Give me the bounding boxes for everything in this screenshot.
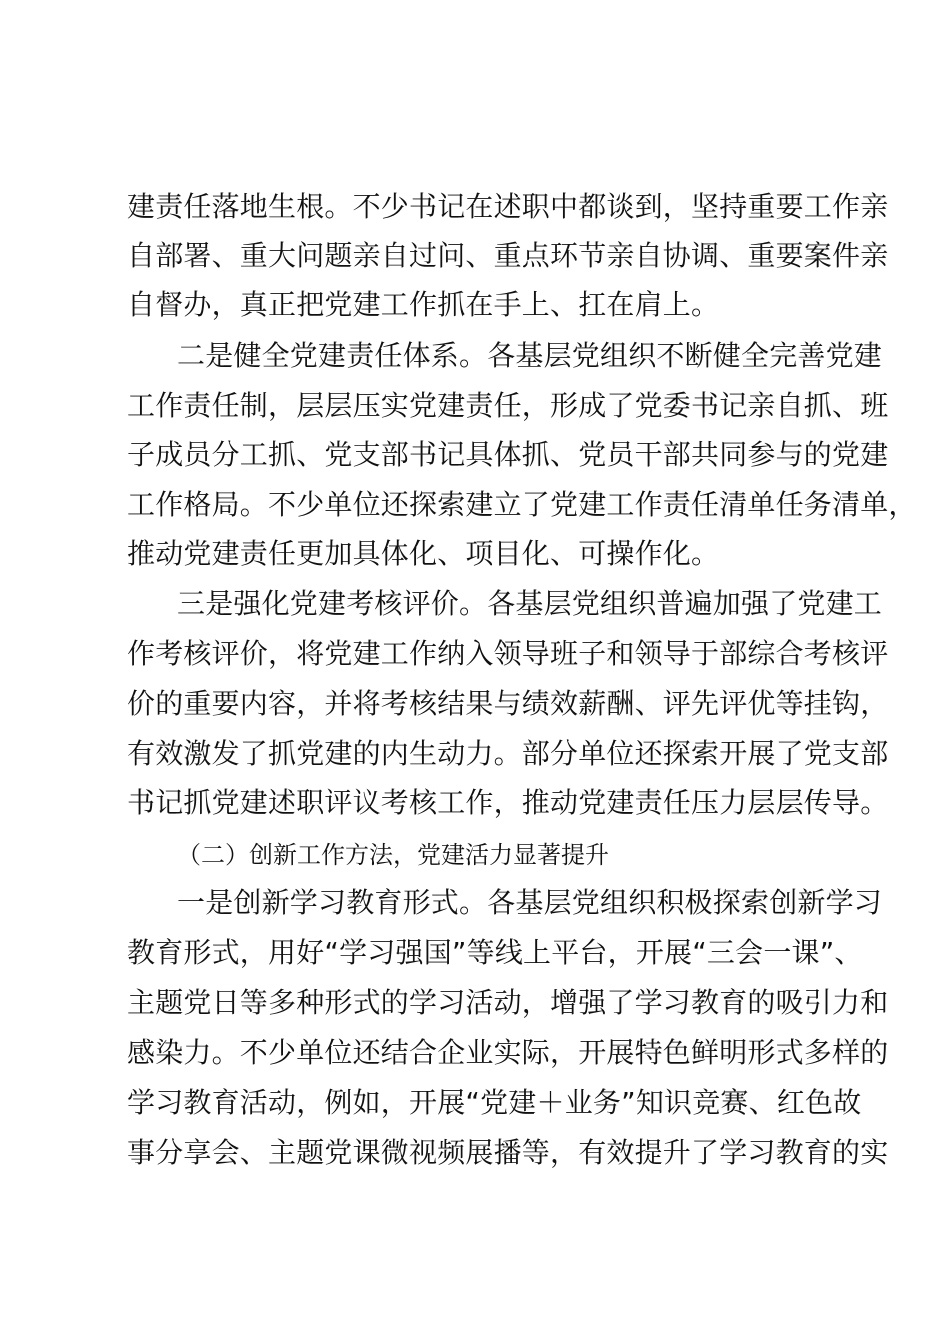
body-text-line: 自督办，真正把党建工作抓在手上、扛在肩上。 — [127, 288, 720, 321]
body-text-line: 感染力。不少单位还结合企业实际，开展特色鲜明形式多样的 — [127, 1036, 889, 1069]
body-text-line: 工作格局。不少单位还探索建立了党建工作责任清单任务清单， — [127, 488, 917, 521]
body-text-line: 教育形式，用好“学习强国”等线上平台，开展“三会一课”、 — [127, 936, 863, 969]
body-text-line: 三是强化党建考核评价。各基层党组织普遍加强了党建工 — [177, 587, 883, 620]
body-text-line: 子成员分工抓、党支部书记具体抓、党员干部共同参与的党建 — [127, 438, 889, 471]
body-text-line: 建责任落地生根。不少书记在述职中都谈到，坚持重要工作亲 — [127, 190, 889, 223]
body-text-line: 事分享会、主题党课微视频展播等，有效提升了学习教育的实 — [127, 1136, 889, 1169]
body-text-line: 一是创新学习教育形式。各基层党组织积极探索创新学习 — [177, 886, 883, 919]
body-text-line: 作考核评价，将党建工作纳入领导班子和领导于部综合考核评 — [127, 637, 889, 670]
body-text-line: 价的重要内容，并将考核结果与绩效薪酬、评先评优等挂钩， — [127, 687, 889, 720]
body-text-line: 有效激发了抓党建的内生动力。部分单位还探索开展了党支部 — [127, 737, 889, 770]
body-text-line: 主题党日等多种形式的学习活动，增强了学习教育的吸引力和 — [127, 986, 889, 1019]
body-text-line: 二是健全党建责任体系。各基层党组织不断健全完善党建 — [177, 339, 883, 372]
body-text-line: 推动党建责任更加具体化、项目化、可操作化。 — [127, 537, 720, 570]
body-text-line: 书记抓党建述职评议考核工作，推动党建责任压力层层传导。 — [127, 786, 889, 819]
section-heading: （二）创新工作方法，党建活力显著提升 — [177, 841, 609, 869]
body-text-line: 工作责任制，层层压实党建责任，形成了党委书记亲自抓、班 — [127, 389, 889, 422]
body-text-line: 学习教育活动，例如，开展“党建＋业务”知识竞赛、红色故 — [127, 1086, 862, 1119]
body-text-line: 自部署、重大问题亲自过问、重点环节亲自协调、重要案件亲 — [127, 239, 889, 272]
